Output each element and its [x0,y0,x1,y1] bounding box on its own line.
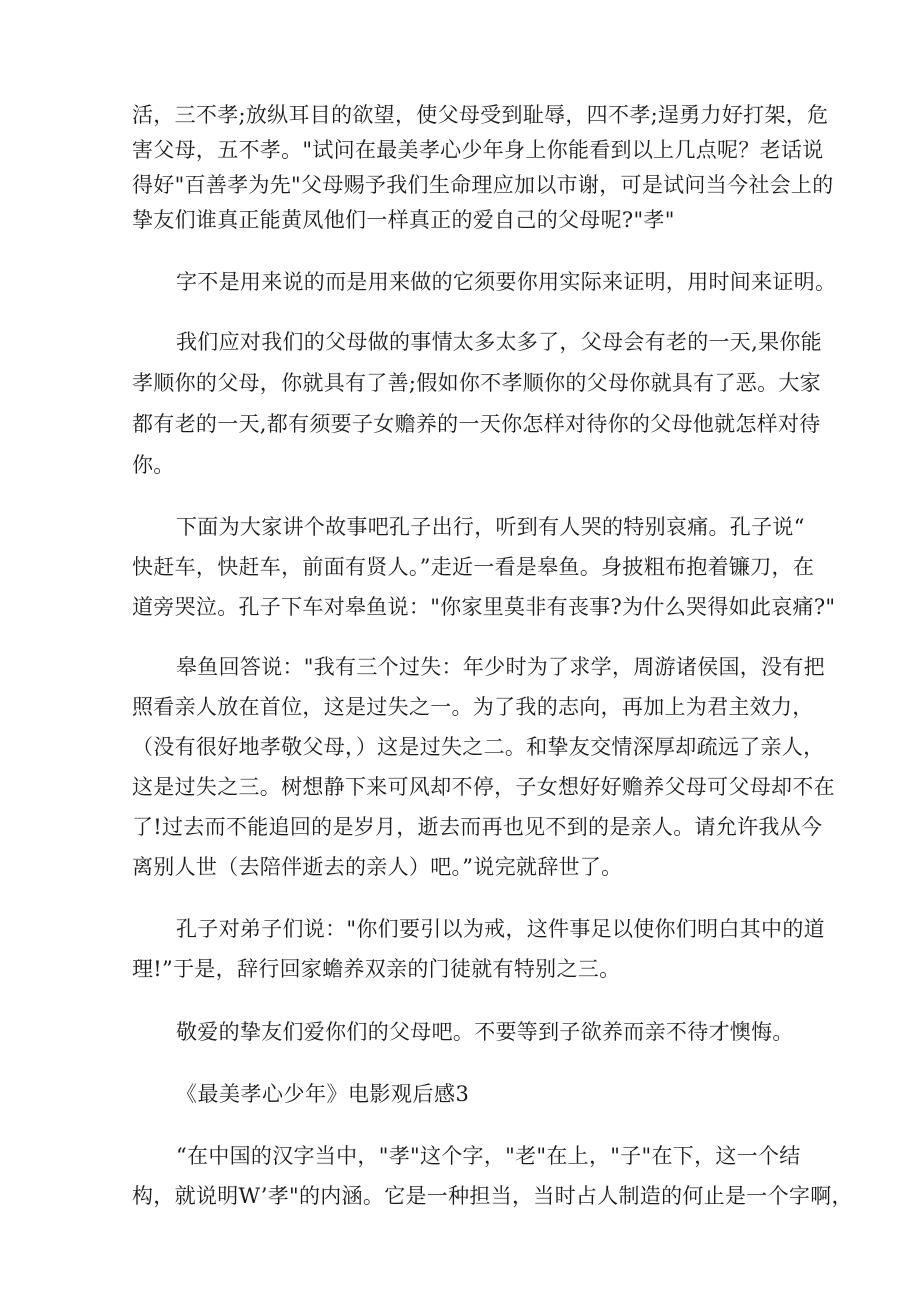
text-line: 构，就说明W’孝"的内涵。它是一种担当，当时占人制造的何止是一个字啊， [132,1184,853,1208]
text-line: 道旁哭泣。孔子下车对皋鱼说："你家里莫非有丧事?为什么哭得如此哀痛?" [132,595,836,619]
text-line: 快赶车，快赶车，前面有贤人。”走近一看是皋鱼。身披粗布抱着镰刀，在 [132,555,815,579]
text-line: 活，三不孝;放纵耳目的欲望，使父母受到耻辱，四不孝;逞勇力好打架，危 [132,103,829,127]
text-line: 理!”于是，辞行回家蟾养双亲的门徒就有特别之三。 [132,957,621,981]
text-line: 得好"百善孝为先"父母赐予我们生命理应加以市谢，可是试问当今社会上的 [132,173,834,197]
paragraph-line: “在中国的汉字当中，"孝"这个字，"老"在上，"子"在下，这一个结 [176,1144,801,1168]
text-line: 孝顺你的父母，你就具有了善;假如你不孝顺你的父母你就具有了恶。大家 [132,371,821,395]
text-line: 这是过失之三。树想静下来可风却不停，子女想好好赡养父母可父母却不在 [132,775,835,799]
paragraph-line: 孔子对弟子们说："你们要引以为戒，这件事足以使你们明白其中的道 [176,917,825,941]
paragraph-line: 字不是用来说的而是用来做的它须要你用实际来证明，用时间来证明。 [176,270,837,294]
text-line: 照看亲人放在首位，这是过失之一。为了我的志向，再加上为君主效力， [132,695,814,719]
text-line: 你。 [132,453,175,477]
paragraph-line: 我们应对我们的父母做的事情太多太多了，父母会有老的一天,果你能 [176,330,822,354]
paragraph-line: 下面为大家讲个故事吧孔子出行，听到有人哭的特别哀痛。孔子说“ [176,515,805,539]
text-line: 离别人世（去陪伴逝去的亲人）吧。”说完就辞世了。 [132,855,623,879]
text-line: 挚友们谁真正能黄凤他们一样真正的爱自己的父母呢?"孝" [132,208,675,232]
paragraph-line: 敬爱的挚友们爱你们的父母吧。不要等到子欲养而亲不待才懊悔。 [176,1020,794,1044]
text-line: （没有很好地孝敬父母，）这是过失之二。和挚友交情深厚却疏远了亲人， [132,735,825,759]
text-line: 了!过去而不能追回的是岁月，逝去而再也见不到的是亲人。请允许我从今 [132,815,823,839]
text-line: 害父母，五不孝。"试问在最美孝心少年身上你能看到以上几点呢？老话说 [132,138,824,162]
section-heading: 《最美孝心少年》电影观后感3 [176,1082,470,1106]
text-line: 都有老的一天,都有须要子女赡养的一天你怎样对待你的父母他就怎样对待 [132,412,821,436]
paragraph-line: 皋鱼回答说："我有三个过失：年少时为了求学，周游诸侯国，没有把 [176,655,825,679]
